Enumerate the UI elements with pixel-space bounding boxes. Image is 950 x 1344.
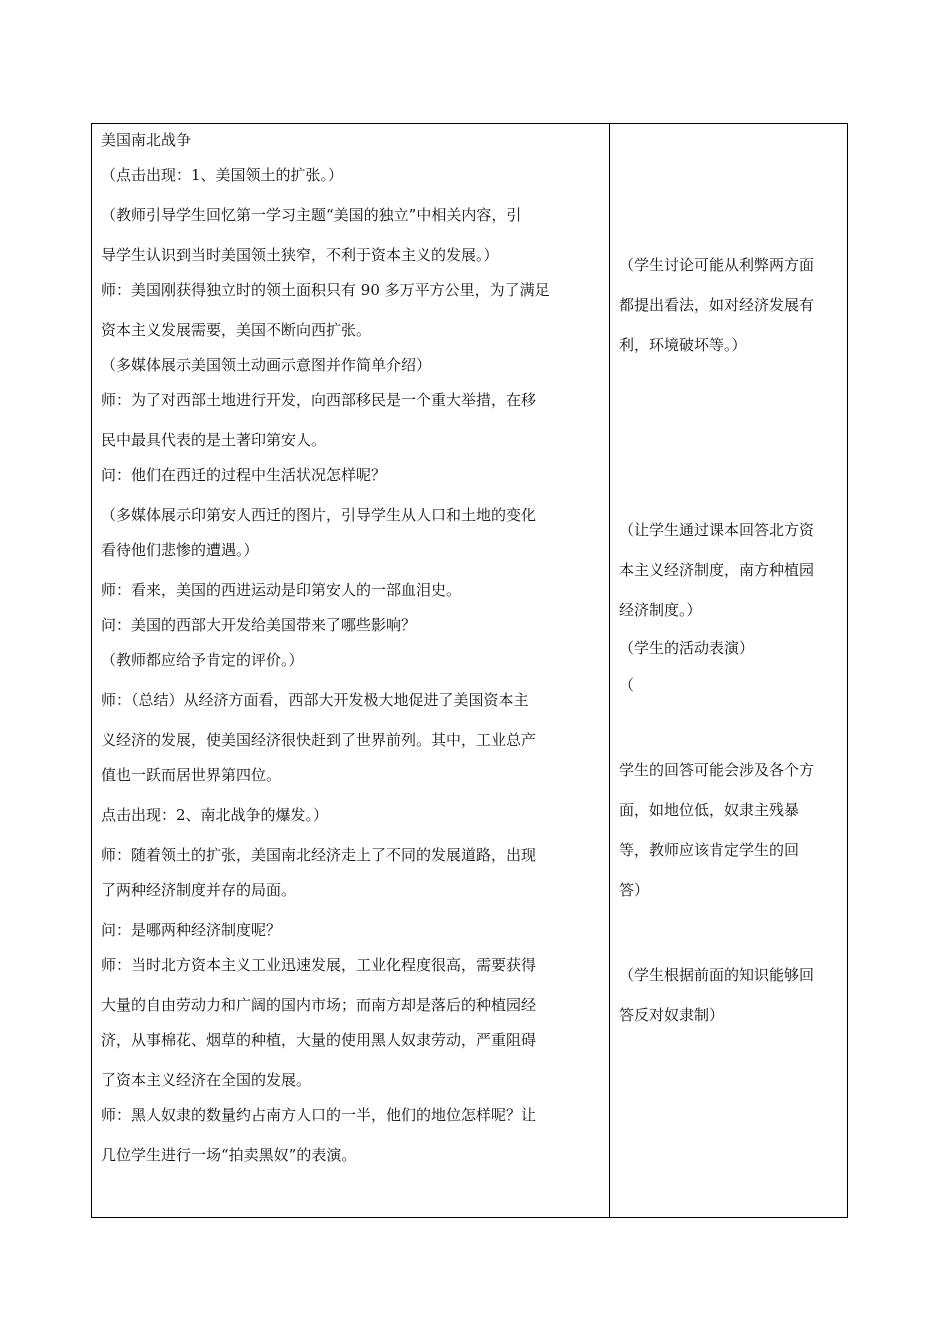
column-divider xyxy=(609,124,610,1217)
left-line: 几位学生进行一场“拍卖黑奴”的表演。 xyxy=(101,1146,357,1164)
left-line: 师：（总结）从经济方面看，西部大开发极大地促进了美国资本主 xyxy=(101,691,529,709)
left-line: （教师都应给予肯定的评价。） xyxy=(101,651,304,669)
left-line: （点击出现：1、美国领土的扩张。） xyxy=(101,166,344,184)
left-line: 师：为了对西部土地进行开发，向西部移民是一个重大举措，在移 xyxy=(101,391,537,409)
left-line: （教师引导学生回忆第一学习主题“美国的独立”中相关内容，引 xyxy=(101,206,522,224)
left-line: 济，从事棉花、烟草的种植，大量的使用黑人奴隶劳动，严重阻碍 xyxy=(101,1031,537,1049)
left-line: （多媒体展示印第安人西迁的图片，引导学生从人口和土地的变化 xyxy=(101,506,537,524)
left-line: 问：美国的西部大开发给美国带来了哪些影响？ xyxy=(101,616,417,634)
left-line: 大量的自由劳动力和广阔的国内市场；而南方却是落后的种植园经 xyxy=(101,996,537,1014)
right-line: 等，教师应该肯定学生的回 xyxy=(619,841,800,859)
right-line: 经济制度。） xyxy=(619,601,702,619)
right-line: （让学生通过课本回答北方资 xyxy=(619,521,815,539)
left-line: 值也一跃而居世界第四位。 xyxy=(101,766,282,784)
right-line: 答反对奴隶制） xyxy=(619,1006,725,1024)
left-line: 义经济的发展，使美国经济很快赶到了世界前列。其中，工业总产 xyxy=(101,731,537,749)
right-line: 答） xyxy=(619,881,650,899)
left-line: 民中最具代表的是土著印第安人。 xyxy=(101,431,327,449)
left-line: 师：美国刚获得独立时的领土面积只有 90 多万平方公里，为了满足 xyxy=(101,281,550,299)
lesson-table xyxy=(91,123,848,1218)
left-line: 点击出现：2、南北战争的爆发。） xyxy=(101,806,329,824)
left-line: 看待他们悲惨的遭遇。） xyxy=(101,541,259,559)
left-line: 导学生认识到当时美国领土狭窄，不利于资本主义的发展。） xyxy=(101,246,499,264)
left-line: 资本主义发展需要，美国不断向西扩张。 xyxy=(101,321,372,339)
right-line: （ xyxy=(619,676,635,694)
right-line: （学生根据前面的知识能够回 xyxy=(619,966,815,984)
left-line: 问：是哪两种经济制度呢？ xyxy=(101,921,282,939)
right-line: （学生讨论可能从利弊两方面 xyxy=(619,256,815,274)
right-line: 本主义经济制度，南方种植园 xyxy=(619,561,815,579)
left-line: 了两种经济制度并存的局面。 xyxy=(101,881,297,899)
left-line: 问：他们在西迁的过程中生活状况怎样呢？ xyxy=(101,466,387,484)
left-line: 师：看来，美国的西进运动是印第安人的一部血泪史。 xyxy=(101,581,462,599)
left-line: 师：黑人奴隶的数量约占南方人口的一半，他们的地位怎样呢？让 xyxy=(101,1106,537,1124)
left-line: 师：随着领土的扩张，美国南北经济走上了不同的发展道路，出现 xyxy=(101,846,537,864)
left-line: 师：当时北方资本主义工业迅速发展，工业化程度很高，需要获得 xyxy=(101,956,537,974)
left-line: （多媒体展示美国领土动画示意图并作简单介绍） xyxy=(101,356,432,374)
right-line: 学生的回答可能会涉及各个方 xyxy=(619,761,815,779)
section-title: 美国南北战争 xyxy=(101,131,192,149)
right-line: 利，环境破坏等。） xyxy=(619,336,747,354)
right-line: 都提出看法，如对经济发展有 xyxy=(619,296,815,314)
left-line: 了资本主义经济在全国的发展。 xyxy=(101,1071,312,1089)
right-line: （学生的活动表演） xyxy=(619,639,755,657)
right-line: 面，如地位低，奴隶主残暴 xyxy=(619,801,800,819)
